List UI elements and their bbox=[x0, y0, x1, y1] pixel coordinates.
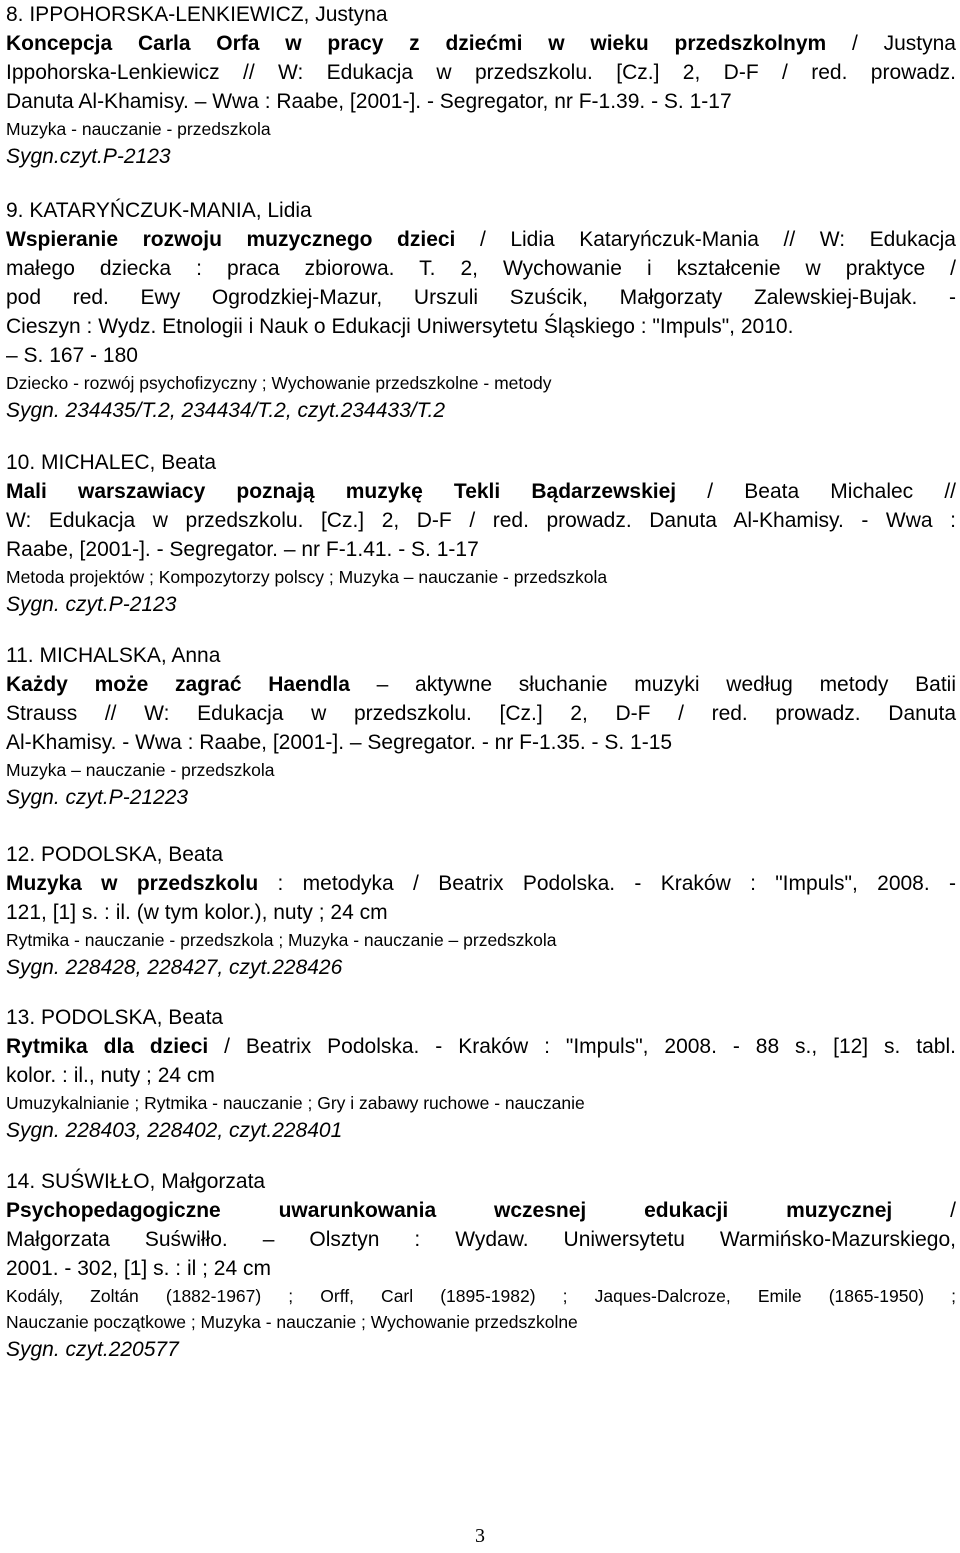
entry-heading: 10. MICHALEC, Beata bbox=[6, 451, 217, 474]
entry-description-line: – S. 167 - 180 bbox=[6, 344, 138, 367]
entry-subjects: Muzyka – nauczanie - przedszkola bbox=[6, 760, 275, 780]
entry-title: Wspieranie rozwoju muzycznego dzieci bbox=[6, 228, 456, 251]
entry-description-text: : metodyka / Beatrix Podolska. - Kraków : "Impuls", 2008. - bbox=[258, 872, 957, 895]
entry-subjects: Rytmika - nauczanie - przedszkola ; Muzyka - nauczanie – przedszkola bbox=[6, 930, 557, 950]
entry-description-line bbox=[6, 1032, 956, 1061]
entry-description-line: Al-Khamisy. - Wwa : Raabe, [2001-]. – Segregator. - nr F-1.35. - S. 1-15 bbox=[6, 731, 673, 754]
entry-description-line: W: Edukacja w przedszkolu. [Cz.] 2, D-F / red. prowadz. Danuta Al-Khamisy. - Wwa : bbox=[6, 509, 956, 532]
entry-description-line: Ippohorska-Lenkiewicz // W: Edukacja w przedszkolu. [Cz.] 2, D-F / red. prowadz. bbox=[6, 61, 956, 84]
entry-title: Muzyka w przedszkolu bbox=[6, 872, 259, 895]
entry-subjects: Nauczanie początkowe ; Muzyka - nauczanie ; Wychowanie przedszkolne bbox=[6, 1312, 578, 1332]
entry-description-line bbox=[6, 869, 956, 898]
entry-description-line: 121, [1] s. : il. (w tym kolor.), nuty ; 24 cm bbox=[6, 901, 388, 924]
entry-description-line: 2001. - 302, [1] s. : il ; 24 cm bbox=[6, 1257, 271, 1280]
bibliography-entry bbox=[6, 1167, 956, 1364]
entry-subjects: Dziecko - rozwój psychofizyczny ; Wychowanie przedszkolne - metody bbox=[6, 373, 552, 393]
entry-description-line bbox=[6, 477, 956, 506]
entry-call-number: Sygn. czyt.P-2123 bbox=[6, 593, 177, 616]
entry-heading: 12. PODOLSKA, Beata bbox=[6, 843, 224, 866]
entry-subjects: Muzyka - nauczanie - przedszkola bbox=[6, 119, 271, 139]
entry-title: Każdy może zagrać Haendla bbox=[6, 673, 350, 696]
entry-description-line bbox=[6, 225, 956, 254]
entry-title: Mali warszawiacy poznają muzykę Tekli Bądarzewskiej bbox=[6, 480, 677, 503]
entry-description-line bbox=[6, 29, 956, 58]
bibliography-entry bbox=[6, 0, 956, 171]
entry-subjects: Umuzykalnianie ; Rytmika - nauczanie ; Gry i zabawy ruchowe - nauczanie bbox=[6, 1093, 585, 1113]
entry-heading: 8. IPPOHORSKA-LENKIEWICZ, Justyna bbox=[6, 3, 388, 26]
entry-title: Psychopedagogiczne uwarunkowania wczesnej edukacji muzycznej bbox=[6, 1199, 893, 1222]
bibliography-entry bbox=[6, 1003, 956, 1145]
entry-description-text: – aktywne słuchanie muzyki według metody Batii bbox=[349, 673, 957, 696]
entry-description-line: pod red. Ewy Ogrodzkiej-Mazur, Urszuli Szuścik, Małgorzaty Zalewskiej-Bujak. - bbox=[6, 286, 956, 309]
entry-subjects: Kodály, Zoltán (1882-1967) ; Orff, Carl (1895-1982) ; Jaques-Dalcroze, Emile (1865-1950) ; bbox=[6, 1286, 956, 1306]
entry-description-line: Danuta Al-Khamisy. – Wwa : Raabe, [2001-]. - Segregator, nr F-1.39. - S. 1-17 bbox=[6, 90, 732, 113]
entry-heading: 9. KATARYŃCZUK-MANIA, Lidia bbox=[6, 199, 312, 222]
entry-call-number: Sygn. 228428, 228427, czyt.228426 bbox=[6, 956, 343, 979]
entry-description-line: małego dziecka : praca zbiorowa. T. 2, Wychowanie i kształcenie w praktyce / bbox=[6, 257, 956, 280]
bibliography-entry bbox=[6, 448, 956, 619]
entry-description-line: Cieszyn : Wydz. Etnologii i Nauk o Edukacji Uniwersytetu Śląskiego : "Impuls", 2010. bbox=[6, 315, 794, 338]
entry-description-line: Raabe, [2001-]. - Segregator. – nr F-1.41. - S. 1-17 bbox=[6, 538, 479, 561]
entry-title: Koncepcja Carla Orfa w pracy z dziećmi w wieku przedszkolnym bbox=[6, 32, 827, 55]
entry-call-number: Sygn. 234435/T.2, 234434/T.2, czyt.234433/T.2 bbox=[6, 399, 446, 422]
entry-heading: 13. PODOLSKA, Beata bbox=[6, 1006, 224, 1029]
entry-description-text: / Justyna bbox=[826, 32, 956, 55]
entry-call-number: Sygn.czyt.P-2123 bbox=[6, 145, 171, 168]
bibliography-entry bbox=[6, 196, 956, 425]
entry-heading: 14. SUŚWIŁŁO, Małgorzata bbox=[6, 1170, 266, 1193]
entry-call-number: Sygn. 228403, 228402, czyt.228401 bbox=[6, 1119, 343, 1142]
bibliography-entry bbox=[6, 641, 956, 812]
entry-description-line: Małgorzata Suświłło. – Olsztyn : Wydaw. Uniwersytetu Warmińsko-Mazurskiego, bbox=[6, 1228, 956, 1251]
entry-subjects: Metoda projektów ; Kompozytorzy polscy ; Muzyka – nauczanie - przedszkola bbox=[6, 567, 608, 587]
entry-description-line: kolor. : il., nuty ; 24 cm bbox=[6, 1064, 215, 1087]
entry-description-line bbox=[6, 1196, 956, 1225]
entry-title: Rytmika dla dzieci bbox=[6, 1035, 209, 1058]
entry-description-line: Strauss // W: Edukacja w przedszkolu. [Cz.] 2, D-F / red. prowadz. Danuta bbox=[6, 702, 956, 725]
bibliography-entry bbox=[6, 840, 956, 982]
page-number: 3 bbox=[475, 1525, 485, 1547]
entry-description-text: / bbox=[892, 1199, 956, 1222]
entry-description-text: / Beatrix Podolska. - Kraków : "Impuls", 2008. - 88 s., [12] s. tabl. bbox=[208, 1035, 956, 1058]
entry-call-number: Sygn. czyt.220577 bbox=[6, 1338, 179, 1361]
entry-description-text: / Lidia Kataryńczuk-Mania // W: Edukacja bbox=[455, 228, 956, 251]
entry-description-text: / Beata Michalec // bbox=[676, 480, 956, 503]
entry-description-line bbox=[6, 670, 956, 699]
entry-heading: 11. MICHALSKA, Anna bbox=[6, 644, 221, 667]
entry-call-number: Sygn. czyt.P-21223 bbox=[6, 786, 189, 809]
